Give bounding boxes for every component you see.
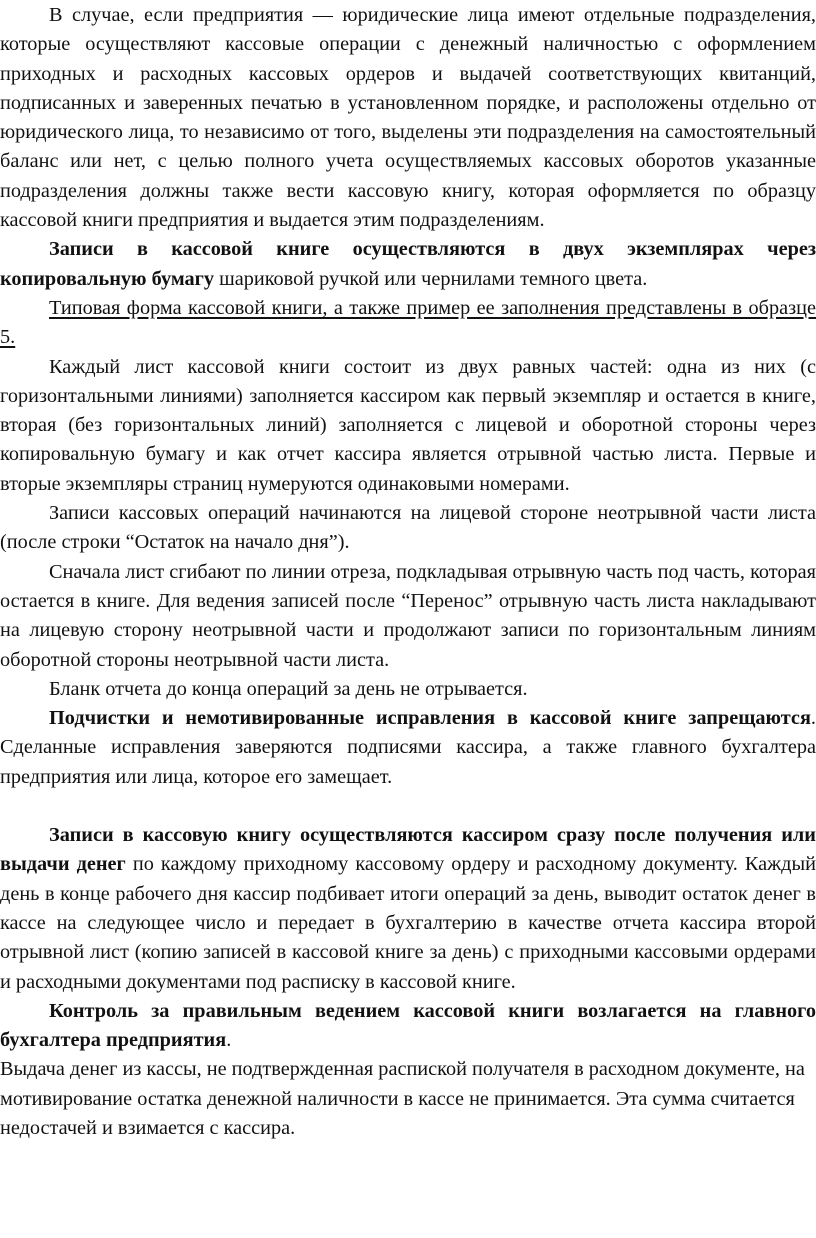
paragraph-corrections (0, 704, 816, 792)
bold-statement: Подчистки и немотивированные исправления в кассовой книге запрещаются (49, 707, 811, 730)
paragraph-text: по каждому приходному кассовому ордеру и расходному документу. Каждый день в конце рабочего дня кассир подбивает итоги операций за день, выводит остаток денег в кассе на следующее число и передает в бухгалтерию в качестве отчета кассира второй отрывной лист (копию записей в кассовой книге за день) с приходными кассовыми ордерами и расходными документами под расписку в кассовой книге. (0, 853, 816, 993)
blank-line (0, 792, 816, 821)
paragraph-cashier-entries (0, 821, 816, 997)
paragraph-folding: Сначала лист сгибают по линии отреза, подкладывая отрывную часть под часть, которая остается в книге. Для ведения записей после “Перенос” отрывную часть листа накладывают на лицевую сторону неотрывной части и продолжают записи по горизонтальным линиям оборотной стороны неотрывной части листа. (0, 560, 816, 671)
paragraph-entries-start: Записи кассовых операций начинаются на лицевой стороне неотрывной части листа (после строки “Остаток на начало дня”). (0, 502, 816, 554)
paragraph-text: . Сделанные исправления заверяются подписями кассира, а также главного бухгалтера предприятия или лица, которое его замещает. (0, 707, 816, 788)
paragraph-sample-reference: Типовая форма кассовой книги, а также пример ее заполнения представлены в образце 5. (0, 296, 816, 349)
paragraph-text: . (226, 1029, 232, 1052)
paragraph-text: шариковой ручкой или чернилами темного цвета. (214, 267, 648, 290)
paragraph-subdivisions: В случае, если предприятия — юридические лица имеют отдельные подразделения, которые осуществляют кассовые операции с денежный наличностью с оформлением приходных и расходных кассовых ордеров и выдачей соответствующих квитанций, подписанных и заверенных печатью в установленном порядке, и расположены отдельно от юридического лица, то независимо от того, выделены эти подразделения на самостоятельный баланс или нет, с целью полного учета осуществляемых кассовых оборотов указанные подразделения должны также вести кассовую книгу, которая оформляется по образцу кассовой книги предприятия и выдается этим подразделениям. (0, 4, 816, 232)
paragraph-shortage: Выдача денег из кассы, не подтвержденная распиской получателя в расходном документе, на мотивирование остатка денежной наличности в кассе не принимается. Эта сумма считается недостачей и взимается с кассира. (0, 1058, 805, 1139)
bold-statement: Контроль за правильным ведением кассовой книги возлагается на главного бухгалтера предприятия (0, 999, 816, 1052)
paragraph-report-form: Бланк отчета до конца операций за день не отрывается. (49, 677, 528, 700)
paragraph-sheet-structure: Каждый лист кассовой книги состоит из двух равных частей: одна из них (с горизонтальными линиями) заполняется кассиром как первый экземпляр и остается в книге, вторая (без горизонтальных линий) заполняется с лицевой и оборотной стороны через копировальную бумагу и как отчет кассира является отрывной частью листа. Первые и вторые экземпляры страниц нумеруются одинаковыми номерами. (0, 355, 816, 495)
bold-statement: Записи в кассовую книгу осуществляются кассиром сразу после получения или выдачи денег (0, 824, 816, 876)
bold-statement: Записи в кассовой книге осуществляются в двух экземплярах через копировальную бумагу (0, 238, 816, 290)
paragraph-control (0, 997, 816, 1056)
paragraph-two-copies (0, 235, 816, 294)
